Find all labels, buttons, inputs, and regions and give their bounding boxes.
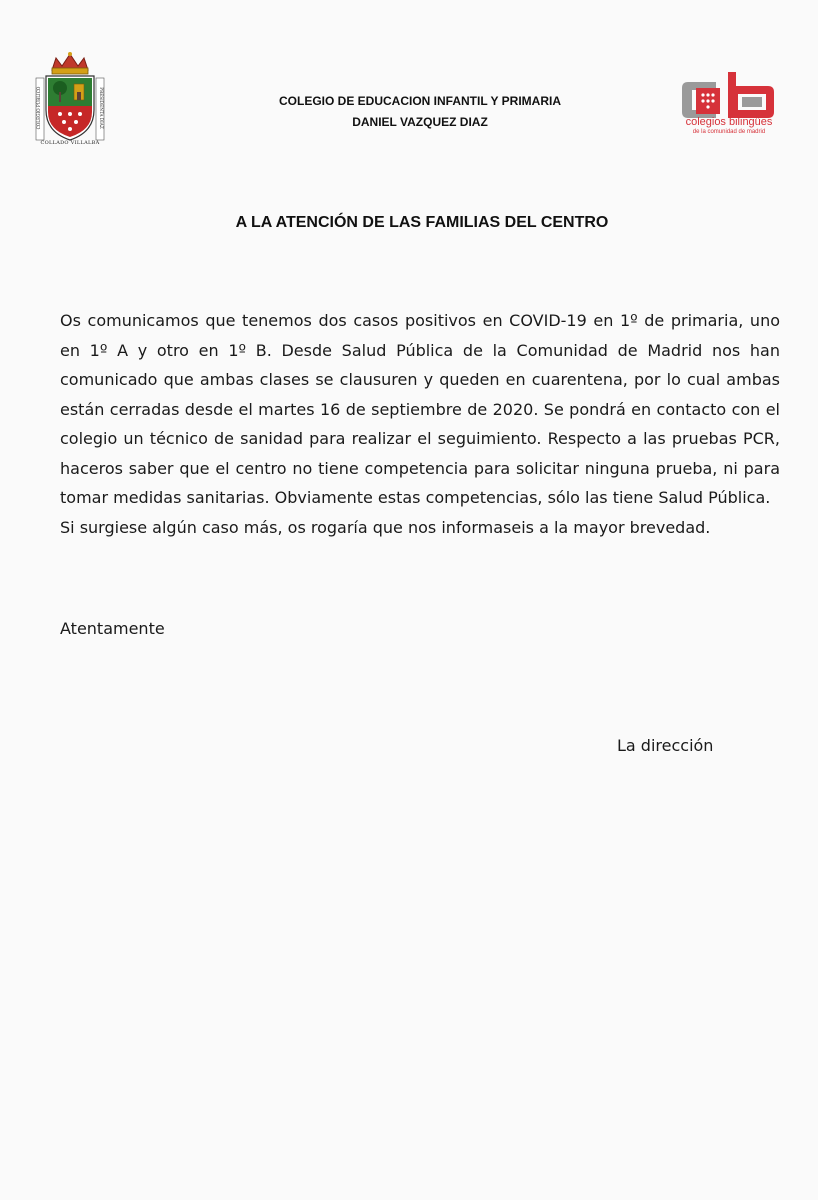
school-name-line2: DANIEL VAZQUEZ DIAZ — [352, 115, 488, 129]
body-paragraph: Os comunicamos que tenemos dos casos positivos en COVID-19 en 1º de primaria, uno en 1º A y otro en 1º B. Desde Salud Pública de la Comunidad de Madrid nos han comunicado que ambas clases se clausuren y queden en cuarentena, por lo cual ambas están cerradas desde el martes 16 de septiembre de 2020. Se pondrá en contacto con el colegio un técnico de sanidad para realizar el seguimiento. Respecto a las pruebas PCR, haceros saber que el centro no tiene competencia para solicitar ninguna prueba, ni para tomar medidas sanitarias. Obviamente estas competencias, sólo las tiene Salud Pública. — [60, 311, 780, 507]
school-name — [200, 91, 640, 133]
crest-caption: COLLADO VILLALBA — [40, 140, 100, 146]
crest-right-text: PRESIDENTA DIAZ — [99, 87, 104, 129]
document-title: A LA ATENCIÓN DE LAS FAMILIAS DEL CENTRO — [235, 214, 609, 231]
body-paragraph: Si surgiese algún caso más, os rogaría que nos informaseis a la mayor brevedad. — [60, 517, 711, 537]
crest-left-text: COLEGIO PÚBLICO — [36, 86, 41, 130]
signature-text: La dirección — [617, 736, 714, 755]
bilingual-logo-text: colegios bilingües — [685, 116, 773, 128]
document-body — [60, 306, 780, 542]
bilingual-logo-subtext: de la comunidad de madrid — [692, 129, 766, 135]
school-coat-of-arms-icon — [30, 50, 110, 150]
school-name-line1: COLEGIO DE EDUCACION INFANTIL Y PRIMARIA — [278, 94, 562, 108]
closing-text: Atentamente — [60, 619, 165, 638]
